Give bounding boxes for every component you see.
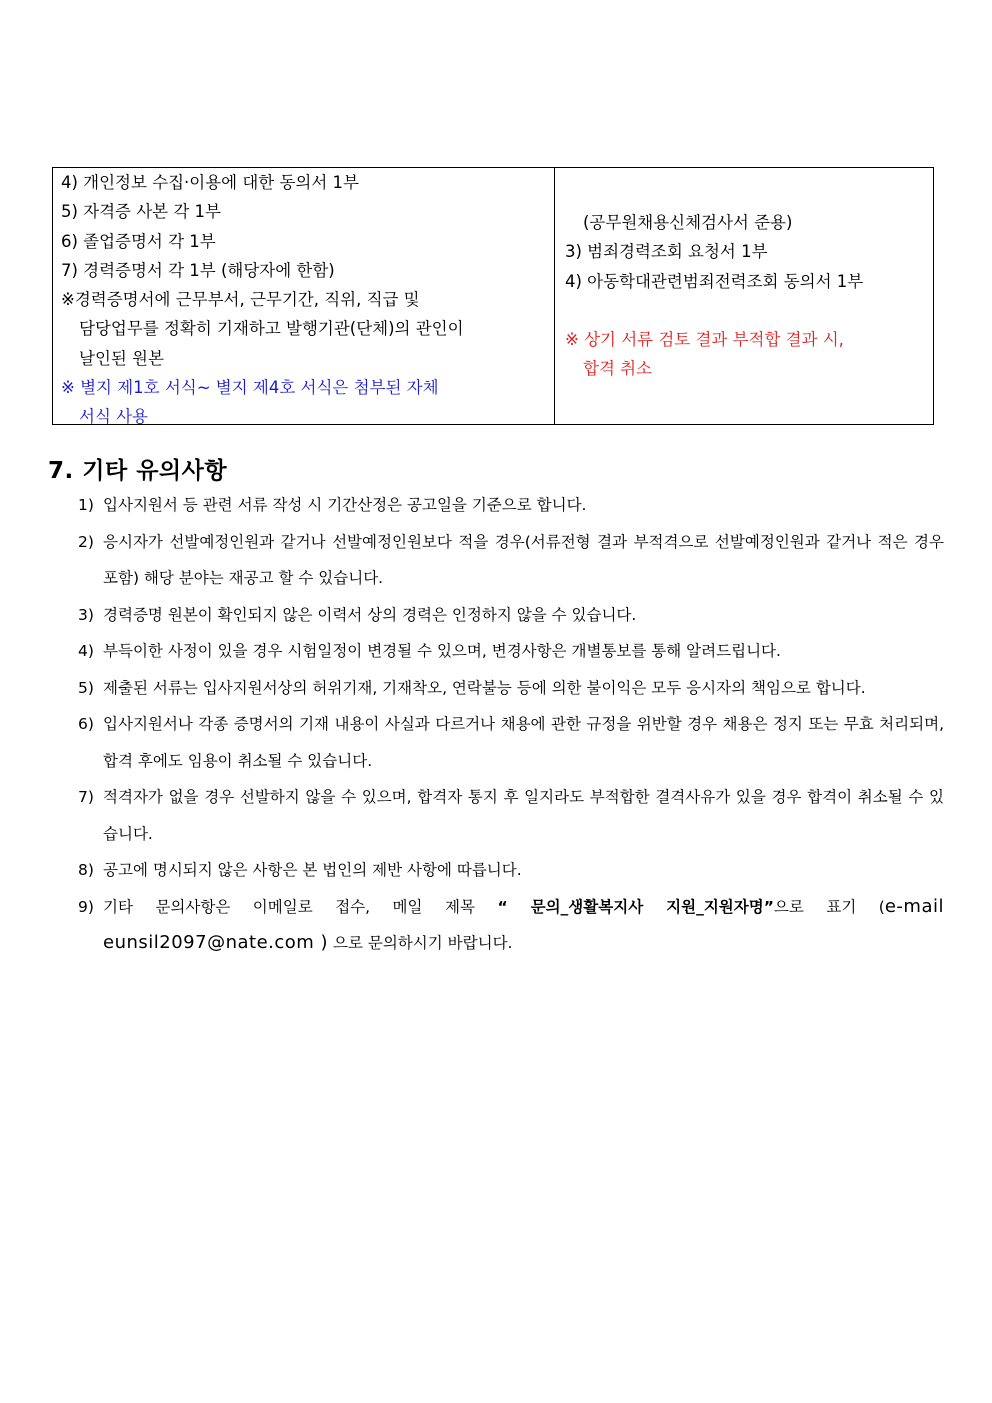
form-notice: 서식 사용 <box>79 407 149 427</box>
note-text: 입사지원서나 각종 증명서의 기재 내용이 사실과 다르거나 채용에 관한 규정을 위반할 경우 채용은 정지 또는 무효 처리되며, 합격 후에도 임용이 취소될 수 있습니다. <box>103 715 944 770</box>
requirement-line: 3) 범죄경력조회 요청서 1부 <box>565 242 768 262</box>
note-item <box>78 779 944 852</box>
note-contact-suffix: 으로 문의하시기 바랍니다. <box>328 934 513 952</box>
note-number: 4) <box>78 642 94 660</box>
note-number: 6) <box>78 715 94 733</box>
note-item <box>78 670 944 707</box>
requirement-note: 날인된 원본 <box>79 348 164 368</box>
requirement-note: ※경력증명서에 근무부서, 근무기간, 직위, 직급 및 <box>61 290 420 310</box>
requirements-right-cell <box>555 168 933 424</box>
note-number: 7) <box>78 788 94 806</box>
requirements-left-cell <box>53 168 555 427</box>
note-number: 9) <box>78 897 94 916</box>
requirement-line: 4) 개인정보 수집·이용에 대한 동의서 1부 <box>61 173 359 192</box>
note-text: 공고에 명시되지 않은 사항은 본 법인의 제반 사항에 따릅니다. <box>103 861 522 879</box>
rejection-notice: ※ 상기 서류 검토 결과 부적합 결과 시, <box>565 330 844 350</box>
note-item <box>78 487 944 524</box>
note-number: 1) <box>78 496 94 514</box>
note-text: 응시자가 선발예정인원과 같거나 선발예정인원보다 적을 경우(서류전형 결과 부적격으로 선발예정인원과 같거나 적은 경우 포함) 해당 분야는 재공고 할 수 있습니다. <box>103 532 944 587</box>
note-item-contact <box>78 889 944 962</box>
note-text: 입사지원서 등 관련 서류 작성 시 기간산정은 공고일을 기준으로 합니다. <box>103 496 587 514</box>
mail-subject: “ 문의_생활복지사 지원_지원자명” <box>497 897 774 916</box>
note-number: 5) <box>78 678 94 697</box>
contact-email: e-mail eunsil2097@nate.com ) <box>103 895 944 953</box>
note-item <box>78 852 944 889</box>
note-item <box>78 597 944 634</box>
notes-list <box>78 487 944 962</box>
note-contact-prefix: 기타 문의사항은 이메일로 접수, 메일 제목 <box>103 897 475 916</box>
note-contact-middle: 으로 표기 ( <box>773 897 885 916</box>
requirement-line: 6) 졸업증명서 각 1부 <box>61 231 216 251</box>
note-text: 적격자가 없을 경우 선발하지 않을 수 있으며, 합격자 통지 후 일지라도 부적합한 결격사유가 있을 경우 합격이 취소될 수 있습니다. <box>103 788 944 843</box>
spacer <box>565 296 927 325</box>
rejection-notice: 합격 취소 <box>583 359 653 379</box>
requirement-line: 4) 아동학대관련범죄전력조회 동의서 1부 <box>565 271 864 291</box>
requirement-line: (공무원채용신체검사서 준용) <box>583 213 793 232</box>
note-text: 부득이한 사정이 있을 경우 시험일정이 변경될 수 있으며, 변경사항은 개별통보를 통해 알려드립니다. <box>103 642 781 660</box>
note-item <box>78 633 944 670</box>
note-number: 8) <box>78 861 94 879</box>
requirements-table <box>52 167 934 425</box>
note-item <box>78 706 944 779</box>
note-number: 3) <box>78 605 94 624</box>
note-text: 제출된 서류는 입사지원서상의 허위기재, 기재착오, 연락불능 등에 의한 불이익은 모두 응시자의 책임으로 합니다. <box>103 678 866 697</box>
requirement-line: 5) 자격증 사본 각 1부 <box>61 202 221 222</box>
note-text: 경력증명 원본이 확인되지 않은 이력서 상의 경력은 인정하지 않을 수 있습니다. <box>103 605 637 624</box>
requirement-note: 담당업무를 정확히 기재하고 발행기관(단체)의 관인이 <box>79 319 464 339</box>
note-number: 2) <box>78 532 94 551</box>
note-item <box>78 524 944 597</box>
requirement-line: 7) 경력증명서 각 1부 (해당자에 한함) <box>61 260 335 280</box>
section-title: 7. 기타 유의사항 <box>48 458 228 484</box>
form-notice: ※ 별지 제1호 서식~ 별지 제4호 서식은 첨부된 자체 <box>61 378 439 398</box>
note-text <box>103 889 944 962</box>
